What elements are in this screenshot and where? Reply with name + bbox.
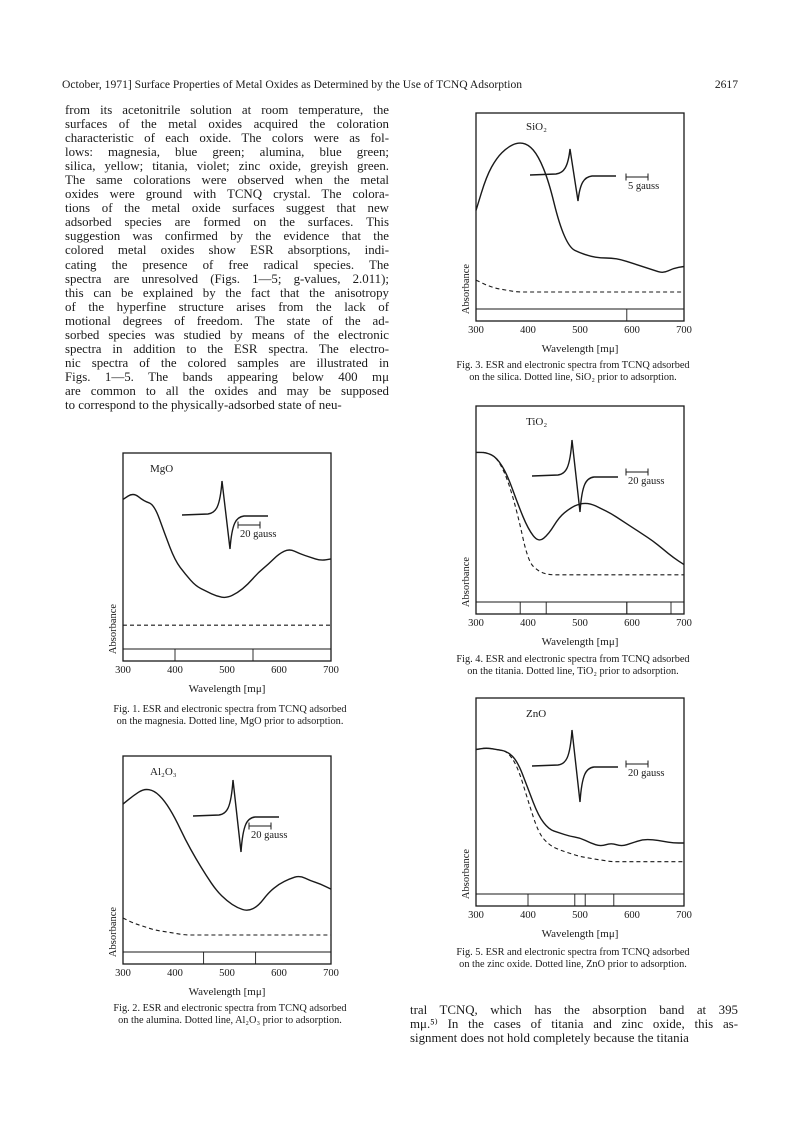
x-tick-label: 700 xyxy=(676,325,692,336)
text-line: spectra are unresolved (Figs. 1—5; g-values, 2.011); xyxy=(65,271,389,286)
reference-bar xyxy=(575,894,585,906)
text-line: surfaces of the metal oxides acquired the coloration xyxy=(65,117,389,132)
text-line: from its acetonitrile solution at room temperature, the xyxy=(65,103,389,117)
text-line: signment does not hold completely because the titania xyxy=(410,1031,689,1046)
x-tick-label: 600 xyxy=(271,968,287,979)
x-tick-label: 500 xyxy=(572,618,588,629)
x-tick-label: 700 xyxy=(676,910,692,921)
esr-trace xyxy=(193,780,279,852)
x-tick-label: 600 xyxy=(271,665,287,676)
x-tick-label: 300 xyxy=(115,665,131,676)
running-head xyxy=(62,78,738,94)
reference-dotted-line xyxy=(476,452,684,574)
x-tick-label: 400 xyxy=(520,910,536,921)
text-line: of the hyperfine structure arises from the lack of xyxy=(65,299,389,314)
gauss-label: 20 gauss xyxy=(628,476,665,487)
caption-line: on the titania. Dotted line, TiO₂ prior to adsorption. xyxy=(467,666,679,678)
page-number: 2617 xyxy=(714,78,738,91)
reference-dotted-line xyxy=(476,748,684,861)
x-tick-label: 500 xyxy=(219,968,235,979)
caption-line: Fig. 4. ESR and electronic spectra from TCNQ adsorbed xyxy=(456,654,690,665)
figure-svg xyxy=(95,453,347,703)
text-line: cating the presence of free radical species. The xyxy=(65,257,389,272)
reference-bar xyxy=(123,952,204,964)
text-line: sorbed species was studied by means of the electronic xyxy=(65,327,389,342)
spectrum-line xyxy=(476,143,684,272)
reference-bar xyxy=(123,649,175,661)
x-tick-label: 300 xyxy=(115,968,131,979)
x-tick-label: 400 xyxy=(520,618,536,629)
text-line: this can be explained by the fact that the anisotropy xyxy=(65,285,389,300)
figure-4-caption xyxy=(423,654,723,678)
caption-line: on the zinc oxide. Dotted line, ZnO prior to adsorption. xyxy=(459,959,687,971)
text-line: nic spectra of the colored samples are illustrated in xyxy=(65,355,389,370)
text-line: silica, yellow; titania, violet; zinc oxide, greyish green. xyxy=(65,159,389,174)
x-tick-label: 700 xyxy=(323,665,339,676)
x-tick-label: 500 xyxy=(572,325,588,336)
x-axis-label: Wavelength [mμ] xyxy=(541,343,619,355)
reference-bar xyxy=(614,894,684,906)
sample-label: Al₂O₃ xyxy=(150,766,177,778)
caption-line: Fig. 3. ESR and electronic spectra from TCNQ adsorbed xyxy=(456,360,690,371)
text-line: Figs. 1—5. The bands appearing below 400 mμ xyxy=(65,369,389,384)
caption-line: Fig. 2. ESR and electronic spectra from TCNQ adsorbed xyxy=(113,1003,347,1014)
reference-bar xyxy=(476,602,520,614)
reference-bar xyxy=(253,649,331,661)
y-axis-label: Absorbance xyxy=(461,848,472,900)
x-axis-label: Wavelength [mμ] xyxy=(188,683,266,695)
caption-line: Fig. 5. ESR and electronic spectra from TCNQ adsorbed xyxy=(456,947,690,958)
gauss-label: 20 gauss xyxy=(628,768,665,779)
reference-dotted-line xyxy=(123,918,331,935)
text-line: colored metal oxides show ESR absorptions, indi- xyxy=(65,243,389,258)
sample-label: SiO₂ xyxy=(526,121,547,133)
plot-frame xyxy=(476,113,684,321)
text-line: mμ.⁵⁾ In the cases of titania and zinc oxide, this as- xyxy=(410,1017,738,1032)
x-tick-label: 700 xyxy=(676,618,692,629)
sample-label: MgO xyxy=(150,463,174,475)
reference-bar xyxy=(476,309,627,321)
figure-3-caption xyxy=(423,360,723,384)
text-line: tions of the metal oxide surfaces suggest that new xyxy=(65,201,389,216)
x-tick-label: 300 xyxy=(468,618,484,629)
text-line: to correspond to the physically-adsorbed state of neu- xyxy=(65,397,342,412)
figure-2 xyxy=(95,756,347,1006)
esr-trace xyxy=(530,149,616,201)
x-tick-label: 400 xyxy=(520,325,536,336)
figure-5 xyxy=(448,698,700,948)
figure-1-caption xyxy=(80,704,380,728)
y-axis-label: Absorbance xyxy=(108,603,119,655)
x-tick-label: 400 xyxy=(167,968,183,979)
x-axis-label: Wavelength [mμ] xyxy=(188,986,266,998)
reference-bar xyxy=(476,894,528,906)
gauss-label: 5 gauss xyxy=(628,181,660,192)
figure-svg xyxy=(448,406,700,656)
text-line: adsorbed species are formed on the surfaces. This xyxy=(65,215,389,230)
reference-bar xyxy=(627,602,671,614)
body-text-right xyxy=(410,1003,738,1045)
figure-2-caption xyxy=(80,1003,380,1027)
text-line: motional degrees of freedom. The state of the ad- xyxy=(65,313,389,328)
y-axis-label: Absorbance xyxy=(461,263,472,315)
esr-trace xyxy=(532,440,618,512)
reference-bar xyxy=(256,952,331,964)
text-line: The same colorations were observed when the metal xyxy=(65,173,389,188)
sample-label: TiO₂ xyxy=(526,416,548,428)
x-tick-label: 400 xyxy=(167,665,183,676)
caption-line: on the silica. Dotted line, SiO₂ prior to adsorption. xyxy=(469,372,677,384)
x-tick-label: 300 xyxy=(468,910,484,921)
esr-trace xyxy=(532,730,618,802)
caption-line: on the alumina. Dotted line, Al₂O₃ prior to adsorption. xyxy=(118,1015,342,1027)
body-text-left xyxy=(65,103,389,412)
gauss-label: 20 gauss xyxy=(240,529,277,540)
x-tick-label: 600 xyxy=(624,618,640,629)
x-tick-label: 500 xyxy=(219,665,235,676)
caption-line: Fig. 1. ESR and electronic spectra from TCNQ adsorbed xyxy=(113,704,347,715)
sample-label: ZnO xyxy=(526,708,547,720)
text-line: are common to all the oxides and may be supposed xyxy=(65,383,389,398)
x-axis-label: Wavelength [mμ] xyxy=(541,636,619,648)
running-title: October, 1971] Surface Properties of Metal Oxides as Determined by the Use of TCNQ Adsorption xyxy=(62,78,523,91)
plot-frame xyxy=(123,756,331,964)
x-tick-label: 700 xyxy=(323,968,339,979)
figure-4 xyxy=(448,406,700,656)
text-line: oxides were ground with TCNQ crystal. The colora- xyxy=(65,187,389,202)
x-tick-label: 300 xyxy=(468,325,484,336)
text-line: lows: magnesia, blue green; alumina, blue green; xyxy=(65,145,389,160)
x-tick-label: 500 xyxy=(572,910,588,921)
x-tick-label: 600 xyxy=(624,910,640,921)
figure-1 xyxy=(95,453,347,703)
x-axis-label: Wavelength [mμ] xyxy=(541,928,619,940)
figure-svg xyxy=(95,756,347,1006)
text-line: suggestion was confirmed by the evidence that the xyxy=(65,229,389,244)
caption-line: on the magnesia. Dotted line, MgO prior to adsorption. xyxy=(116,716,344,728)
y-axis-label: Absorbance xyxy=(461,556,472,608)
y-axis-label: Absorbance xyxy=(108,906,119,958)
text-line: tral TCNQ, which has the absorption band at 395 xyxy=(410,1003,738,1017)
figure-svg xyxy=(448,698,700,948)
text-line: spectra in addition to the ESR spectra. The electro- xyxy=(65,341,389,356)
x-tick-label: 600 xyxy=(624,325,640,336)
figure-3 xyxy=(448,113,700,363)
gauss-label: 20 gauss xyxy=(251,830,288,841)
figure-5-caption xyxy=(423,947,723,971)
plot-frame xyxy=(123,453,331,661)
figure-svg xyxy=(448,113,700,363)
reference-dotted-line xyxy=(476,280,684,292)
spectrum-line xyxy=(123,494,331,597)
reference-bar xyxy=(546,602,627,614)
spectrum-line xyxy=(123,790,331,911)
text-line: characteristic of each oxide. The colors were as fol- xyxy=(65,131,389,146)
